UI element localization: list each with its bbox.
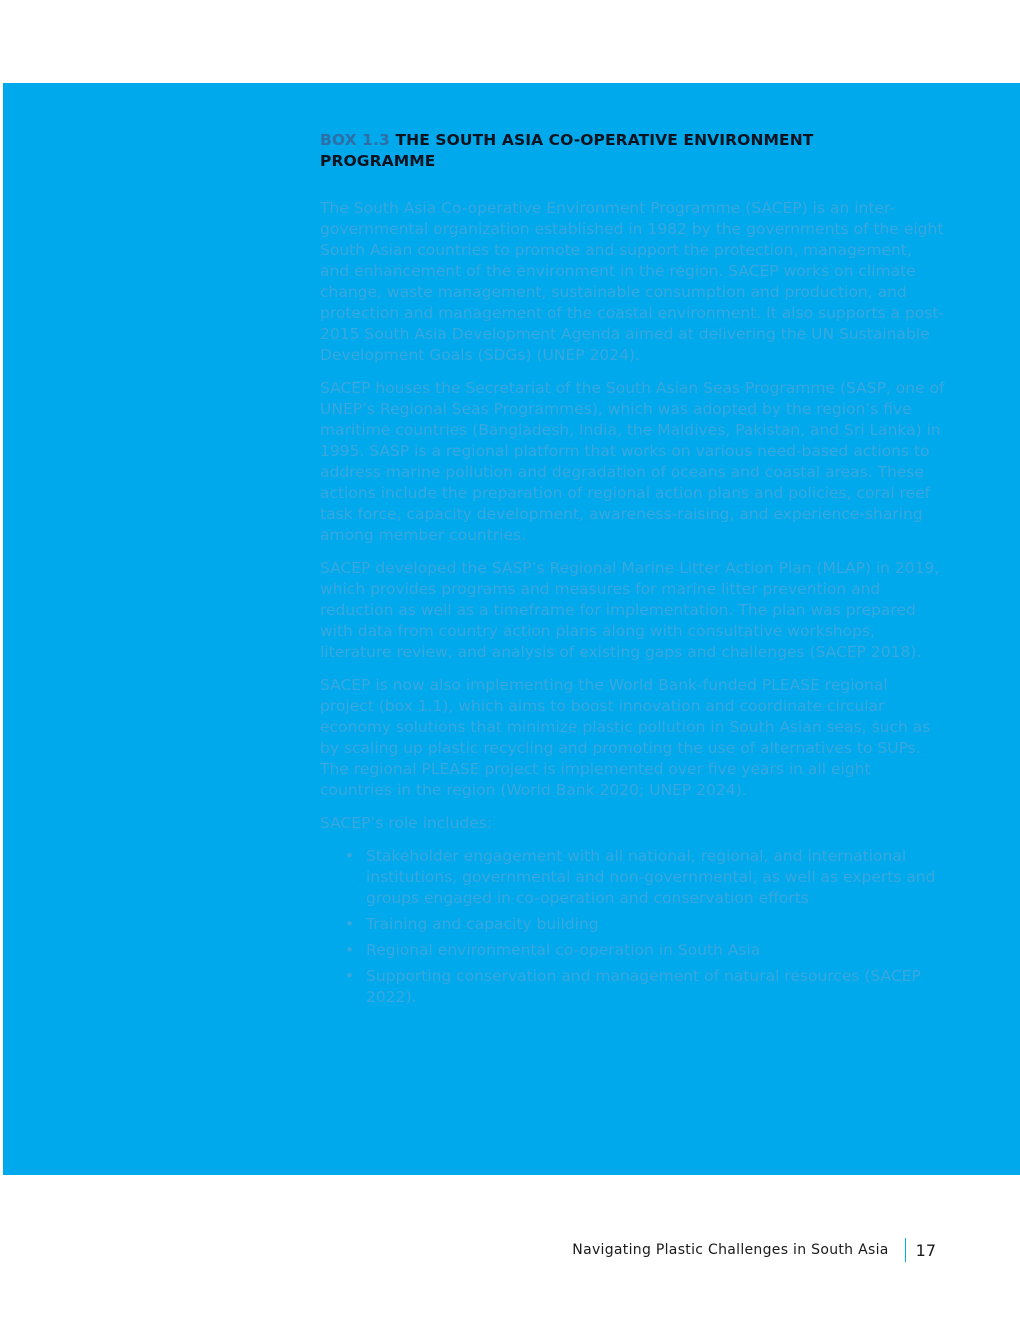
- page-footer: [572, 1238, 936, 1262]
- bullet-icon: •: [345, 941, 355, 959]
- paragraph-role-intro: SACEP’s role includes:: [320, 814, 493, 832]
- footer-title: Navigating Plastic Challenges in South Asia: [572, 1242, 889, 1258]
- paragraph-please: SACEP is now also implementing the World Bank-funded PLEASE regional project (box 1.1), which aims to boost innovation and coordinate circular economy solutions that minimize plastic pollution in South Asian seas, such as by scaling up plastic recycling and promoting the use of alternatives to SUPs. The regional PLEASE project is implemented over five years in all eight countries in the region (World Bank 2020; UNEP 2024).: [320, 676, 931, 799]
- list-item: [320, 914, 945, 935]
- info-box: [3, 83, 1020, 1175]
- list-item: [320, 966, 945, 1008]
- bullet-icon: •: [345, 847, 355, 865]
- page-number: 17: [915, 1240, 936, 1260]
- box-number: BOX 1.3: [320, 131, 390, 149]
- list-item-text: Stakeholder engagement with all national, regional, and international institutions, governmental and non-governmental, as well as experts and groups engaged in co-operation and conservation efforts: [366, 847, 936, 907]
- list-item: [320, 846, 945, 909]
- list-item-text: Supporting conservation and management of natural resources (SACEP 2022).: [366, 967, 921, 1006]
- list-item-text: Regional environmental co-operation in South Asia: [366, 941, 761, 959]
- bullet-icon: •: [345, 915, 355, 933]
- paragraph-sasp: SACEP houses the Secretariat of the South Asian Seas Programme (SASP, one of UNEP’s Regional Seas Programmes), which was adopted by the region’s five maritime countries (Bangladesh, India, the Maldives, Pakistan, and Sri Lanka) in 1995. SASP is a regional platform that works on various need-based actions to address marine pollution and degradation of oceans and coastal areas. These actions include the preparation of regional action plans and policies, coral reef task force, capacity development, awareness-raising, and experience-sharing among member countries.: [320, 379, 945, 544]
- box-content: [320, 130, 945, 1013]
- paragraph-sacep-intro: The South Asia Co-operative Environment Programme (SACEP) is an inter-governmental organization established in 1982 by the governments of the eight South Asian countries to promote and support the protection, management, and enhancement of the environment in the region. SACEP works on climate change, waste management, sustainable consumption and production, and protection and management of the coastal environment. It also supports a post-2015 South Asia Development Agenda aimed at delivering the UN Sustainable Development Goals (SDGs) (UNEP 2024).: [320, 199, 945, 364]
- box-heading-line2: PROGRAMME: [320, 152, 436, 170]
- paragraph-mlap: SACEP developed the SASP’s Regional Marine Litter Action Plan (MLAP) in 2019, which provides programs and measures for marine litter prevention and reduction as well as a timeframe for implementation. The plan was prepared with data from country action plans along with consultative workshops, literature review, and analysis of existing gaps and challenges (SACEP 2018).: [320, 559, 940, 661]
- footer-divider: [905, 1238, 906, 1262]
- bullet-icon: •: [345, 967, 355, 985]
- list-item: [320, 940, 945, 961]
- role-list: [320, 846, 945, 1008]
- box-heading-line1: THE SOUTH ASIA CO-OPERATIVE ENVIRONMENT: [395, 131, 814, 149]
- box-title: [320, 130, 945, 172]
- list-item-text: Training and capacity building: [366, 915, 599, 933]
